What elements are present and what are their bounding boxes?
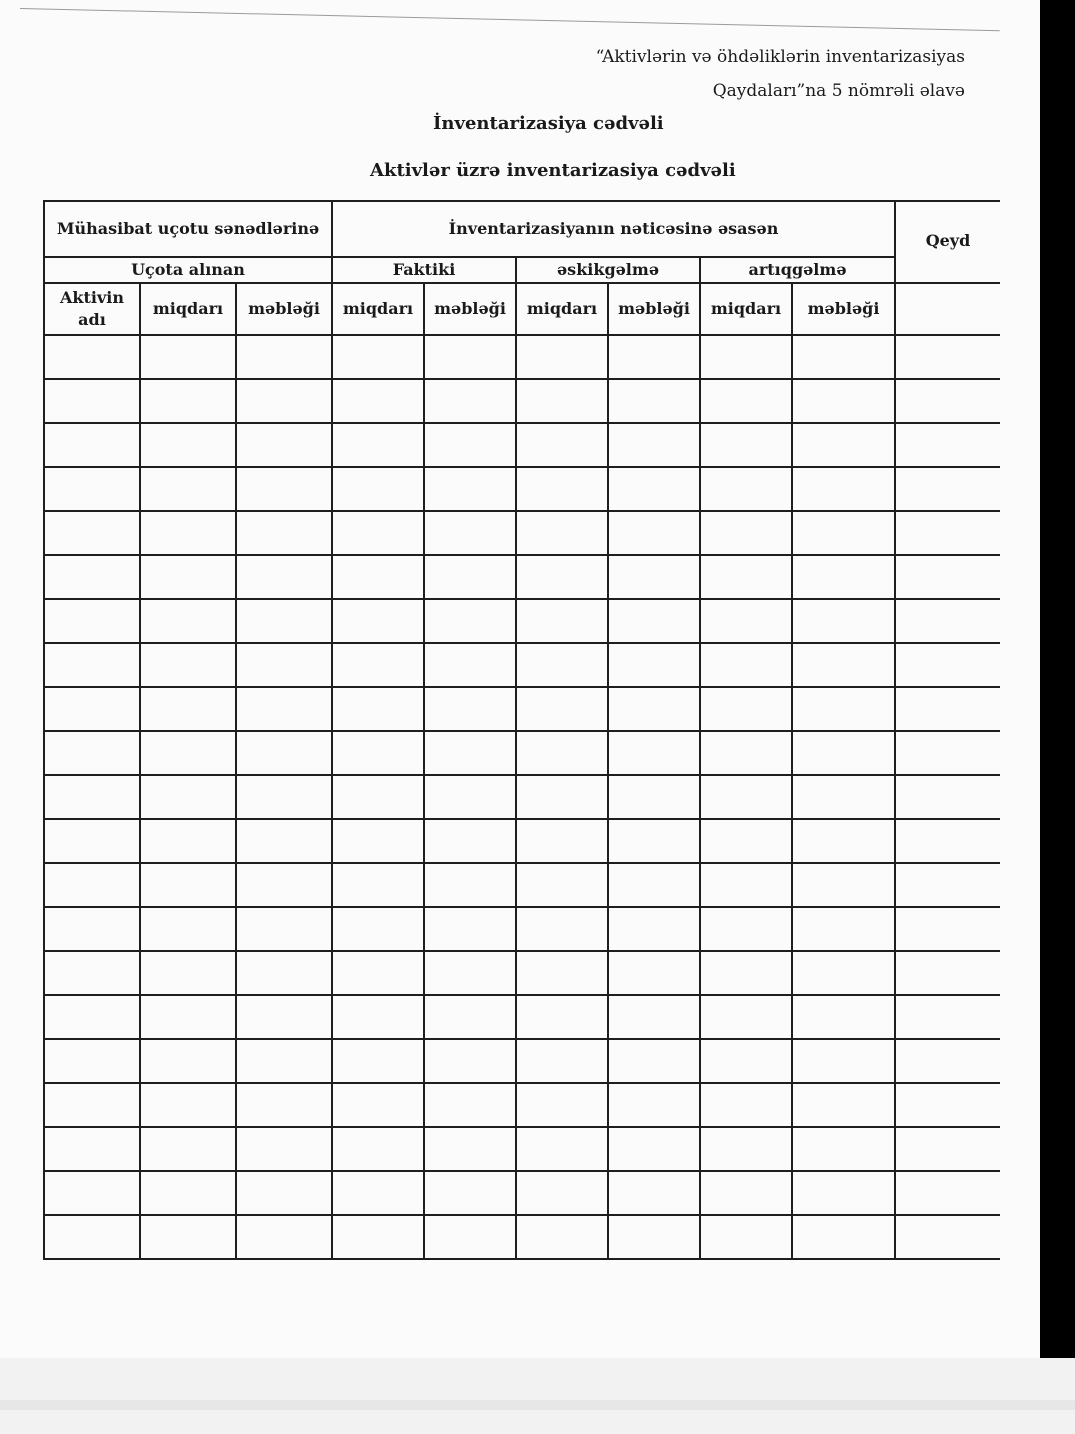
cell-note xyxy=(895,1171,1000,1215)
cell-actual-amount xyxy=(424,687,516,731)
table-row xyxy=(44,731,1000,775)
cell-surplus-amount xyxy=(792,379,895,423)
cell-surplus-amount xyxy=(792,555,895,599)
table-row xyxy=(44,335,1000,379)
cell-asset-name xyxy=(44,467,140,511)
cell-surplus-amount xyxy=(792,731,895,775)
table-row xyxy=(44,951,1000,995)
cell-asset-name xyxy=(44,335,140,379)
cell-actual-amount xyxy=(424,951,516,995)
table-row xyxy=(44,907,1000,951)
cell-shortage-amount xyxy=(608,1083,700,1127)
cell-actual-quantity xyxy=(332,819,424,863)
header-note-blank xyxy=(895,283,1000,335)
cell-surplus-amount xyxy=(792,775,895,819)
cell-surplus-quantity xyxy=(700,907,792,951)
cell-registered-amount xyxy=(236,1127,332,1171)
cell-actual-amount xyxy=(424,423,516,467)
cell-surplus-amount xyxy=(792,1215,895,1259)
table-row xyxy=(44,555,1000,599)
page-top-edge xyxy=(20,8,1000,31)
cell-shortage-quantity xyxy=(516,643,608,687)
cell-surplus-amount xyxy=(792,819,895,863)
cell-actual-amount xyxy=(424,1171,516,1215)
cell-registered-amount xyxy=(236,775,332,819)
cell-registered-quantity xyxy=(140,1039,236,1083)
table-row xyxy=(44,1215,1000,1259)
cell-registered-quantity xyxy=(140,467,236,511)
cell-note xyxy=(895,423,1000,467)
cell-surplus-quantity xyxy=(700,819,792,863)
cell-actual-amount xyxy=(424,819,516,863)
cell-note xyxy=(895,599,1000,643)
table-row xyxy=(44,467,1000,511)
cell-registered-quantity xyxy=(140,423,236,467)
cell-asset-name xyxy=(44,907,140,951)
cell-actual-amount xyxy=(424,1215,516,1259)
annex-reference xyxy=(596,40,965,108)
table-row xyxy=(44,599,1000,643)
cell-actual-quantity xyxy=(332,643,424,687)
cell-surplus-amount xyxy=(792,907,895,951)
cell-note xyxy=(895,687,1000,731)
cell-actual-quantity xyxy=(332,995,424,1039)
cell-note xyxy=(895,335,1000,379)
cell-shortage-amount xyxy=(608,511,700,555)
cell-actual-quantity xyxy=(332,599,424,643)
scan-border xyxy=(1040,0,1075,1358)
cell-note xyxy=(895,555,1000,599)
annex-line-1: “Aktivlərin və öhdəliklərin inventarizasiyas xyxy=(595,47,965,67)
cell-registered-amount xyxy=(236,643,332,687)
cell-asset-name xyxy=(44,1083,140,1127)
cell-note xyxy=(895,379,1000,423)
cell-note xyxy=(895,511,1000,555)
cell-asset-name xyxy=(44,599,140,643)
cell-registered-amount xyxy=(236,687,332,731)
cell-registered-quantity xyxy=(140,687,236,731)
cell-actual-quantity xyxy=(332,1171,424,1215)
cell-registered-quantity xyxy=(140,643,236,687)
cell-actual-amount xyxy=(424,863,516,907)
cell-surplus-quantity xyxy=(700,423,792,467)
cell-asset-name xyxy=(44,643,140,687)
header-surplus-quantity: miqdarı xyxy=(700,283,792,335)
cell-shortage-amount xyxy=(608,951,700,995)
cell-registered-quantity xyxy=(140,1215,236,1259)
cell-shortage-amount xyxy=(608,555,700,599)
cell-shortage-quantity xyxy=(516,335,608,379)
cell-surplus-amount xyxy=(792,1039,895,1083)
cell-registered-amount xyxy=(236,379,332,423)
cell-registered-quantity xyxy=(140,379,236,423)
cell-surplus-quantity xyxy=(700,1039,792,1083)
cell-shortage-quantity xyxy=(516,951,608,995)
cell-shortage-quantity xyxy=(516,731,608,775)
header-actual-quantity: miqdarı xyxy=(332,283,424,335)
cell-actual-quantity xyxy=(332,951,424,995)
cell-shortage-amount xyxy=(608,863,700,907)
cell-actual-quantity xyxy=(332,1039,424,1083)
cell-registered-amount xyxy=(236,555,332,599)
cell-registered-amount xyxy=(236,819,332,863)
table-row xyxy=(44,1039,1000,1083)
cell-actual-amount xyxy=(424,995,516,1039)
cell-surplus-quantity xyxy=(700,951,792,995)
cell-shortage-quantity xyxy=(516,995,608,1039)
cell-note xyxy=(895,1083,1000,1127)
cell-registered-quantity xyxy=(140,511,236,555)
cell-actual-amount xyxy=(424,467,516,511)
cell-surplus-quantity xyxy=(700,1215,792,1259)
cell-actual-quantity xyxy=(332,775,424,819)
cell-surplus-amount xyxy=(792,599,895,643)
cell-registered-quantity xyxy=(140,1083,236,1127)
cell-note xyxy=(895,467,1000,511)
cell-surplus-amount xyxy=(792,423,895,467)
cell-registered-amount xyxy=(236,995,332,1039)
header-inventory-result: İnventarizasiyanın nəticəsinə əsasən xyxy=(332,201,895,257)
cell-shortage-amount xyxy=(608,687,700,731)
cell-actual-amount xyxy=(424,1127,516,1171)
cell-registered-amount xyxy=(236,467,332,511)
cell-shortage-amount xyxy=(608,599,700,643)
cell-asset-name xyxy=(44,1127,140,1171)
cell-surplus-quantity xyxy=(700,1127,792,1171)
cell-shortage-amount xyxy=(608,379,700,423)
cell-asset-name xyxy=(44,863,140,907)
cell-registered-quantity xyxy=(140,1127,236,1171)
cell-actual-quantity xyxy=(332,1083,424,1127)
header-accounting-documents: Mühasibat uçotu sənədlərinə xyxy=(44,201,332,257)
cell-asset-name xyxy=(44,1171,140,1215)
table-row xyxy=(44,511,1000,555)
cell-actual-amount xyxy=(424,907,516,951)
cell-surplus-quantity xyxy=(700,467,792,511)
cell-registered-quantity xyxy=(140,819,236,863)
header-registered-quantity: miqdarı xyxy=(140,283,236,335)
cell-surplus-amount xyxy=(792,1083,895,1127)
cell-registered-quantity xyxy=(140,335,236,379)
cell-registered-quantity xyxy=(140,863,236,907)
cell-actual-quantity xyxy=(332,379,424,423)
cell-surplus-amount xyxy=(792,335,895,379)
header-shortage-quantity: miqdarı xyxy=(516,283,608,335)
cell-surplus-quantity xyxy=(700,1083,792,1127)
cell-asset-name xyxy=(44,1039,140,1083)
cell-actual-amount xyxy=(424,511,516,555)
cell-registered-amount xyxy=(236,907,332,951)
cell-registered-quantity xyxy=(140,731,236,775)
header-actual: Faktiki xyxy=(332,257,516,283)
header-actual-amount: məbləği xyxy=(424,283,516,335)
annex-line-2: Qaydaları”na 5 nömrəli əlavə xyxy=(712,81,965,101)
table-row xyxy=(44,995,1000,1039)
header-note: Qeyd xyxy=(895,201,1000,283)
cell-shortage-quantity xyxy=(516,1127,608,1171)
cell-registered-amount xyxy=(236,863,332,907)
cell-actual-amount xyxy=(424,335,516,379)
cell-surplus-quantity xyxy=(700,863,792,907)
cell-shortage-amount xyxy=(608,1127,700,1171)
cell-surplus-quantity xyxy=(700,687,792,731)
cell-surplus-amount xyxy=(792,511,895,555)
cell-shortage-quantity xyxy=(516,907,608,951)
cell-shortage-quantity xyxy=(516,467,608,511)
cell-surplus-quantity xyxy=(700,643,792,687)
cell-note xyxy=(895,1215,1000,1259)
cell-surplus-amount xyxy=(792,995,895,1039)
cell-shortage-amount xyxy=(608,819,700,863)
cell-asset-name xyxy=(44,951,140,995)
cell-shortage-amount xyxy=(608,1171,700,1215)
table-title: Aktivlər üzrə inventarizasiya cədvəli xyxy=(370,160,736,181)
cell-note xyxy=(895,1127,1000,1171)
cell-actual-quantity xyxy=(332,907,424,951)
cell-asset-name xyxy=(44,379,140,423)
cell-registered-quantity xyxy=(140,775,236,819)
cell-actual-amount xyxy=(424,1039,516,1083)
cell-shortage-quantity xyxy=(516,599,608,643)
cell-shortage-amount xyxy=(608,907,700,951)
cell-asset-name xyxy=(44,511,140,555)
header-registered: Uçota alınan xyxy=(44,257,332,283)
cell-shortage-amount xyxy=(608,643,700,687)
cell-surplus-amount xyxy=(792,1127,895,1171)
cell-registered-amount xyxy=(236,1171,332,1215)
cell-note xyxy=(895,819,1000,863)
cell-actual-quantity xyxy=(332,1127,424,1171)
cell-registered-quantity xyxy=(140,995,236,1039)
table-row xyxy=(44,1127,1000,1171)
cell-actual-amount xyxy=(424,599,516,643)
cell-surplus-amount xyxy=(792,467,895,511)
cell-note xyxy=(895,731,1000,775)
cell-actual-quantity xyxy=(332,511,424,555)
cell-surplus-quantity xyxy=(700,599,792,643)
cell-actual-quantity xyxy=(332,687,424,731)
table-row xyxy=(44,423,1000,467)
cell-surplus-amount xyxy=(792,643,895,687)
cell-actual-amount xyxy=(424,379,516,423)
cell-asset-name xyxy=(44,819,140,863)
cell-note xyxy=(895,643,1000,687)
cell-actual-quantity xyxy=(332,555,424,599)
cell-shortage-quantity xyxy=(516,819,608,863)
table-row xyxy=(44,775,1000,819)
cell-registered-quantity xyxy=(140,951,236,995)
cell-actual-quantity xyxy=(332,467,424,511)
cell-surplus-quantity xyxy=(700,555,792,599)
cell-actual-amount xyxy=(424,555,516,599)
cell-actual-quantity xyxy=(332,1215,424,1259)
header-shortage: əskikgəlmə xyxy=(516,257,700,283)
cell-note xyxy=(895,995,1000,1039)
cell-shortage-amount xyxy=(608,995,700,1039)
cell-surplus-quantity xyxy=(700,995,792,1039)
cell-registered-quantity xyxy=(140,555,236,599)
cell-note xyxy=(895,907,1000,951)
cell-registered-amount xyxy=(236,1039,332,1083)
cell-registered-amount xyxy=(236,335,332,379)
cell-asset-name xyxy=(44,687,140,731)
cell-registered-amount xyxy=(236,1215,332,1259)
cell-shortage-quantity xyxy=(516,1039,608,1083)
cell-surplus-quantity xyxy=(700,511,792,555)
cell-shortage-quantity xyxy=(516,1171,608,1215)
cell-asset-name xyxy=(44,555,140,599)
cell-actual-quantity xyxy=(332,863,424,907)
cell-shortage-amount xyxy=(608,467,700,511)
table-body xyxy=(44,335,1000,1259)
cell-asset-name xyxy=(44,1215,140,1259)
cell-shortage-amount xyxy=(608,1215,700,1259)
inventory-table xyxy=(43,200,1000,1260)
cell-shortage-quantity xyxy=(516,1083,608,1127)
cell-surplus-quantity xyxy=(700,775,792,819)
table-row xyxy=(44,1171,1000,1215)
cell-shortage-quantity xyxy=(516,379,608,423)
header-surplus: artıqgəlmə xyxy=(700,257,895,283)
header-shortage-amount: məbləği xyxy=(608,283,700,335)
cell-surplus-amount xyxy=(792,951,895,995)
cell-shortage-quantity xyxy=(516,775,608,819)
cell-note xyxy=(895,1039,1000,1083)
cell-note xyxy=(895,775,1000,819)
table-row xyxy=(44,819,1000,863)
cell-registered-amount xyxy=(236,731,332,775)
cell-registered-amount xyxy=(236,599,332,643)
cell-registered-amount xyxy=(236,951,332,995)
cell-shortage-quantity xyxy=(516,1215,608,1259)
cell-shortage-quantity xyxy=(516,863,608,907)
cell-shortage-quantity xyxy=(516,511,608,555)
cell-surplus-amount xyxy=(792,1171,895,1215)
cell-actual-amount xyxy=(424,643,516,687)
cell-registered-amount xyxy=(236,423,332,467)
cell-shortage-amount xyxy=(608,775,700,819)
cell-asset-name xyxy=(44,423,140,467)
cell-note xyxy=(895,951,1000,995)
cell-actual-amount xyxy=(424,731,516,775)
table-row xyxy=(44,1083,1000,1127)
cell-actual-amount xyxy=(424,1083,516,1127)
page-title: İnventarizasiya cədvəli xyxy=(433,113,664,134)
cell-registered-quantity xyxy=(140,1171,236,1215)
cell-registered-amount xyxy=(236,1083,332,1127)
header-registered-amount: məbləği xyxy=(236,283,332,335)
cell-asset-name xyxy=(44,731,140,775)
cell-actual-quantity xyxy=(332,335,424,379)
cell-actual-amount xyxy=(424,775,516,819)
cell-registered-quantity xyxy=(140,599,236,643)
header-surplus-amount: məbləği xyxy=(792,283,895,335)
cell-surplus-quantity xyxy=(700,335,792,379)
table-row xyxy=(44,643,1000,687)
viewer-bottom-strip xyxy=(0,1400,1075,1410)
cell-note xyxy=(895,863,1000,907)
cell-shortage-quantity xyxy=(516,423,608,467)
cell-actual-quantity xyxy=(332,731,424,775)
cell-asset-name xyxy=(44,995,140,1039)
cell-actual-quantity xyxy=(332,423,424,467)
cell-registered-amount xyxy=(236,511,332,555)
cell-registered-quantity xyxy=(140,907,236,951)
cell-shortage-amount xyxy=(608,335,700,379)
cell-shortage-amount xyxy=(608,1039,700,1083)
cell-shortage-amount xyxy=(608,731,700,775)
table-row xyxy=(44,379,1000,423)
table-row xyxy=(44,687,1000,731)
cell-surplus-quantity xyxy=(700,731,792,775)
table-row xyxy=(44,863,1000,907)
cell-shortage-quantity xyxy=(516,687,608,731)
cell-surplus-quantity xyxy=(700,379,792,423)
header-asset-name: Aktivin adı xyxy=(44,283,140,335)
cell-asset-name xyxy=(44,775,140,819)
cell-surplus-amount xyxy=(792,863,895,907)
cell-shortage-quantity xyxy=(516,555,608,599)
cell-surplus-quantity xyxy=(700,1171,792,1215)
cell-surplus-amount xyxy=(792,687,895,731)
cell-shortage-amount xyxy=(608,423,700,467)
